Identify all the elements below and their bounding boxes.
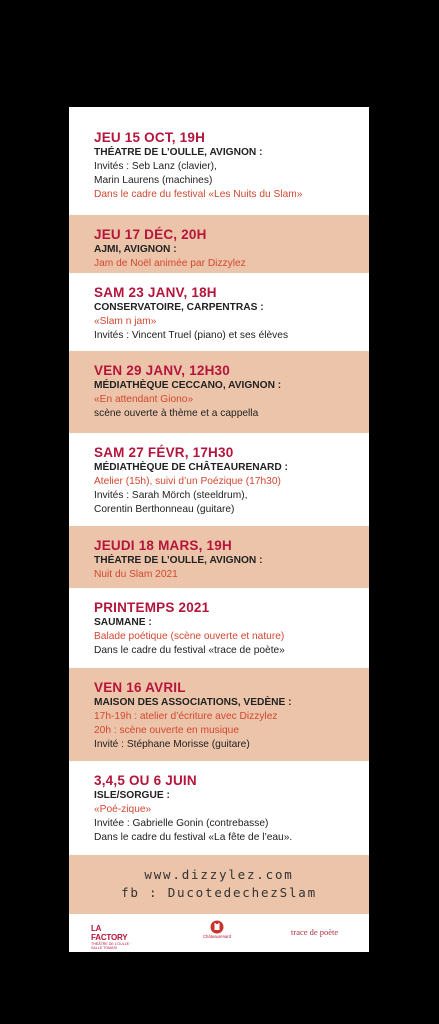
event-venue: THÉATRE DE L’OULLE, AVIGNON : [94, 555, 263, 566]
event-detail: Corentin Berthonneau (guitare) [94, 504, 235, 515]
event-detail: «Poé-zique» [94, 804, 152, 815]
event-detail: Dans le cadre du festival «Les Nuits du Slam» [94, 189, 303, 200]
event-date: SAM 27 FÉVR, 17H30 [94, 445, 234, 460]
event-detail: Invités : Vincent Truel (piano) et ses élèves [94, 330, 289, 341]
footer-links [69, 855, 369, 914]
event-venue: MÉDIATHÈQUE DE CHÂTEAURENARD : [94, 462, 288, 473]
event-date: PRINTEMPS 2021 [94, 600, 210, 615]
event-detail: Balade poétique (scène ouverte et nature) [94, 631, 285, 642]
event-section [69, 215, 369, 273]
event-detail: Invité : Stéphane Morisse (guitare) [94, 739, 250, 750]
event-date: JEU 17 DÉC, 20H [94, 227, 207, 242]
event-detail: Dans le cadre du festival «trace de poète» [94, 645, 285, 656]
event-section [69, 761, 369, 855]
event-venue: ISLE/SORGUE : [94, 790, 170, 801]
event-venue: MAISON DES ASSOCIATIONS, VEDÈNE : [94, 697, 292, 708]
website-link[interactable]: www.dizzylez.com [144, 867, 294, 882]
event-date: VEN 29 JANV, 12H30 [94, 363, 230, 378]
event-section [69, 526, 369, 588]
event-venue: AJMI, AVIGNON : [94, 244, 177, 255]
event-detail: Atelier (15h), suivi d’un Poézique (17h30) [94, 476, 281, 487]
event-venue: SAUMANE : [94, 617, 152, 628]
event-detail: Marin Laurens (machines) [94, 175, 213, 186]
event-detail: Nuit du Slam 2021 [94, 569, 178, 580]
event-date: VEN 16 AVRIL [94, 680, 186, 695]
event-detail: 20h : scène ouverte en musique [94, 725, 239, 736]
event-venue: CONSERVATOIRE, CARPENTRAS : [94, 302, 264, 313]
event-detail: Invités : Seb Lanz (clavier), [94, 161, 217, 172]
la-factory-logo: LA FACTORY THÉÂTRE DE L’OULLE · SALLE TOMASI [91, 924, 132, 950]
event-detail: Jam de Noël animée par Dizzylez [94, 258, 246, 269]
chateaurenard-emblem-icon [210, 920, 224, 934]
event-detail: Invités : Sarah Mörch (steeldrum), [94, 490, 248, 501]
event-detail: 17h-19h : atelier d’écriture avec Dizzylez [94, 711, 278, 722]
partner-logos [69, 914, 369, 952]
event-detail: scène ouverte à thème et a cappella [94, 408, 259, 419]
event-section [69, 433, 369, 526]
event-detail: Invitée : Gabrielle Gonin (contrebasse) [94, 818, 269, 829]
event-section [69, 668, 369, 761]
event-detail: «Slam n jam» [94, 316, 157, 327]
event-venue: THÉATRE DE L’OULLE, AVIGNON : [94, 147, 263, 158]
event-date: JEUDI 18 MARS, 19H [94, 538, 232, 553]
event-section [69, 107, 369, 215]
chateaurenard-logo: Châteaurenard [197, 920, 237, 939]
facebook-link[interactable]: fb : DucotedechezSlam [121, 885, 317, 900]
event-date: JEU 15 OCT, 19H [94, 130, 206, 145]
event-detail: «En attendant Giono» [94, 394, 194, 405]
event-date: 3,4,5 OU 6 JUIN [94, 773, 197, 788]
event-section [69, 588, 369, 668]
event-detail: Dans le cadre du festival «La fête de l’eau». [94, 832, 293, 843]
trace-de-poete-logo: trace de poète [291, 927, 339, 937]
event-date: SAM 23 JANV, 18H [94, 285, 217, 300]
event-section [69, 351, 369, 433]
event-venue: MÉDIATHÈQUE CECCANO, AVIGNON : [94, 380, 282, 391]
event-section [69, 273, 369, 351]
event-card [69, 107, 369, 952]
